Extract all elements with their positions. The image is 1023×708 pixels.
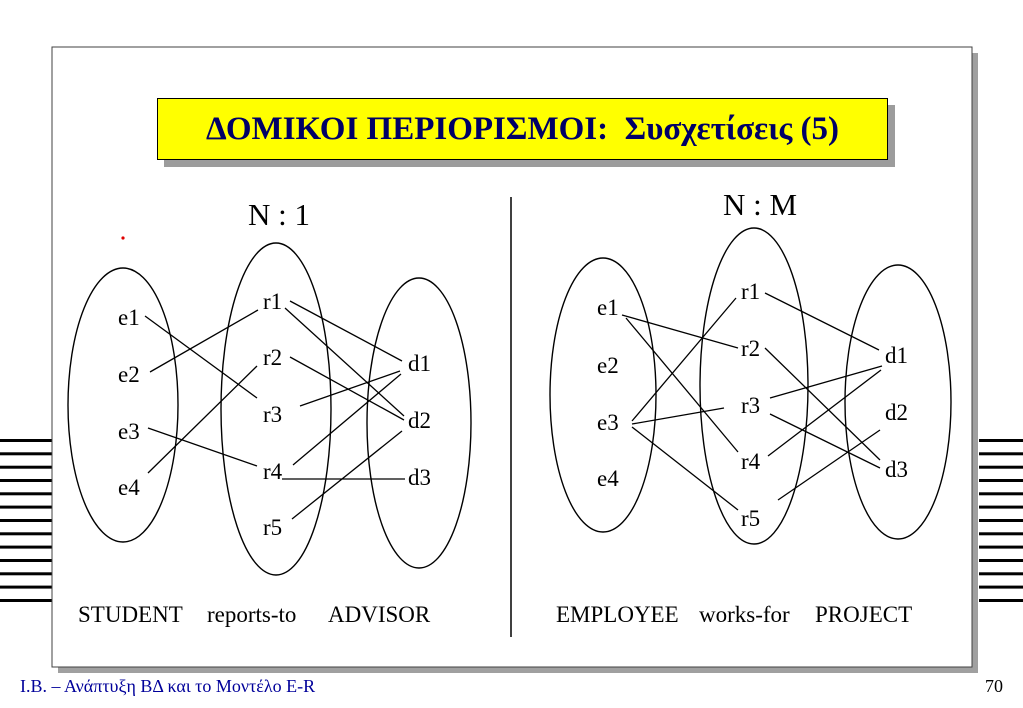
page-number: 70 <box>985 676 1003 696</box>
right-stripe <box>979 439 1023 442</box>
employee-instance-label: e4 <box>597 466 619 491</box>
entity-set-name-project: PROJECT <box>815 602 913 627</box>
entity-set-name-student: STUDENT <box>78 602 183 627</box>
red-dot-marker <box>121 236 124 239</box>
left-stripe <box>0 452 52 455</box>
relationship-set-name-works-for: works-for <box>699 602 790 627</box>
left-stripe <box>0 559 52 562</box>
right-stripe <box>979 599 1023 602</box>
works-for-instance-label: r4 <box>741 449 761 474</box>
right-stripe <box>979 586 1023 589</box>
project-instance-label: d3 <box>885 457 908 482</box>
student-instance-label: e2 <box>118 362 140 387</box>
left-stripe <box>0 492 52 495</box>
right-stripe <box>979 466 1023 469</box>
left-stripe <box>0 506 52 509</box>
right-stripe <box>979 506 1023 509</box>
right-stripe <box>979 519 1023 522</box>
employee-instance-label: e1 <box>597 295 619 320</box>
entity-set-name-employee: EMPLOYEE <box>556 602 679 627</box>
student-instance-label: e1 <box>118 305 140 330</box>
reports-to-instance-label: r3 <box>263 402 283 427</box>
right-stripe <box>979 479 1023 482</box>
left-stripe <box>0 572 52 575</box>
employee-instance-label: e2 <box>597 353 619 378</box>
right-stripe <box>979 492 1023 495</box>
page-title: ΔΟΜΙΚΟΙ ΠΕΡΙΟΡΙΣΜΟΙ: Συσχετίσεις (5) <box>157 98 888 160</box>
left-stripe <box>0 532 52 535</box>
cardinality-ratio-left: N : 1 <box>248 197 310 232</box>
works-for-instance-label: r2 <box>741 336 761 361</box>
right-stripe <box>979 559 1023 562</box>
left-stripe <box>0 519 52 522</box>
left-stripe <box>0 599 52 602</box>
right-stripe <box>979 532 1023 535</box>
right-stripe <box>979 452 1023 455</box>
works-for-instance-label: r1 <box>741 279 761 304</box>
reports-to-instance-label: r4 <box>263 459 283 484</box>
employee-instance-label: e3 <box>597 410 619 435</box>
right-stripe <box>979 572 1023 575</box>
works-for-instance-label: r5 <box>741 506 761 531</box>
advisor-instance-label: d2 <box>408 408 431 433</box>
student-instance-label: e3 <box>118 419 140 444</box>
left-stripe <box>0 546 52 549</box>
works-for-instance-label: r3 <box>741 393 761 418</box>
footer-course-title: Ι.Β. – Ανάπτυξη ΒΔ και το Μοντέλο E-R <box>20 676 316 696</box>
reports-to-instance-label: r5 <box>263 515 283 540</box>
project-instance-label: d2 <box>885 400 908 425</box>
left-stripe <box>0 479 52 482</box>
project-instance-label: d1 <box>885 343 908 368</box>
left-stripe <box>0 586 52 589</box>
advisor-instance-label: d3 <box>408 465 431 490</box>
advisor-instance-label: d1 <box>408 351 431 376</box>
entity-set-name-advisor: ADVISOR <box>328 602 431 627</box>
left-stripe <box>0 439 52 442</box>
right-stripe <box>979 546 1023 549</box>
left-stripe <box>0 466 52 469</box>
cardinality-ratio-right: N : M <box>723 187 798 222</box>
student-instance-label: e4 <box>118 475 140 500</box>
relationship-set-name-reports-to: reports-to <box>207 602 297 627</box>
reports-to-instance-label: r2 <box>263 345 283 370</box>
reports-to-instance-label: r1 <box>263 289 283 314</box>
